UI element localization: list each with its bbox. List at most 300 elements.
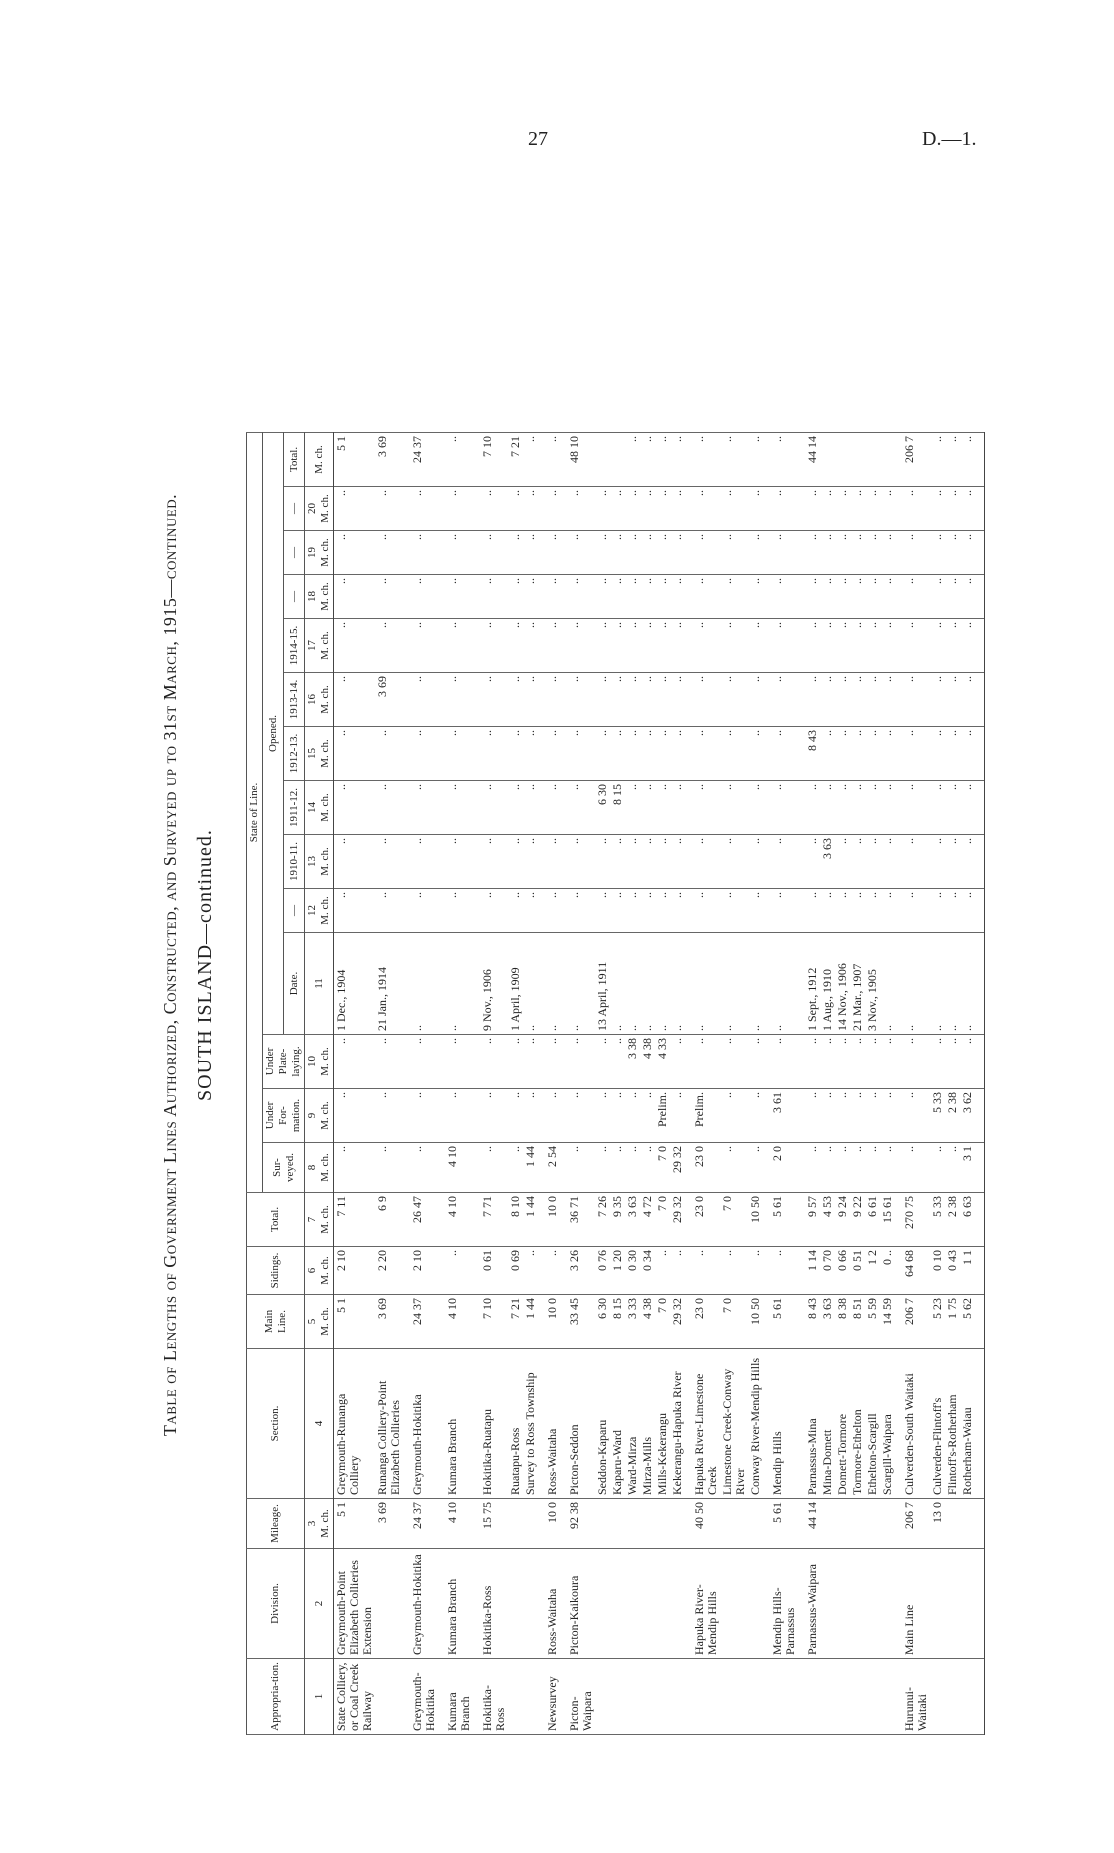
mileage-cell — [945, 1499, 960, 1549]
division-cell: Picton-Kaikoura — [560, 1549, 595, 1659]
section-cell: Seddon-Kaparu — [595, 1349, 610, 1499]
opened-1912-13-cell: .. — [850, 727, 865, 781]
sidings-cell: .. — [720, 1247, 748, 1295]
opened-1912-13-cell: .. — [820, 727, 835, 781]
section-cell: Mendip Hills — [763, 1349, 798, 1499]
opened-1912-13-cell: .. — [610, 727, 625, 781]
under-platelaying-cell: 4 38 — [640, 1035, 655, 1089]
grand-total-cell: .. — [763, 433, 798, 487]
opened-col18-cell: .. — [880, 575, 895, 619]
section-cell: Ward-Mirza — [625, 1349, 640, 1499]
opened-col19-cell: .. — [895, 531, 930, 575]
opened-1912-13-cell: .. — [640, 727, 655, 781]
under-platelaying-cell: .. — [798, 1035, 820, 1089]
mileage-cell: 15 75 — [473, 1499, 508, 1549]
grand-total-cell: 3 69 — [375, 433, 403, 487]
colnum: 1 — [305, 1659, 334, 1735]
colnum: 20 M. ch. — [305, 487, 334, 531]
opened-1912-13-cell: .. — [960, 727, 985, 781]
opened-1913-14-cell: 3 69 — [375, 673, 403, 727]
hdr-col12: — — [284, 889, 305, 933]
opened-date-cell: .. — [930, 933, 945, 1035]
mileage-cell — [720, 1499, 748, 1549]
main-line-cell: 23 0 — [685, 1295, 720, 1349]
under-formation-cell: .. — [595, 1089, 610, 1143]
main-line-cell: 8 43 — [798, 1295, 820, 1349]
opened-col18-cell: .. — [763, 575, 798, 619]
opened-col12-cell: .. — [595, 889, 610, 933]
sidings-cell: 2 10 — [403, 1247, 438, 1295]
opened-1914-15-cell: .. — [748, 619, 763, 673]
grand-total-cell — [865, 433, 880, 487]
grand-total-cell: .. — [748, 433, 763, 487]
sidings-cell: .. — [655, 1247, 670, 1295]
mileage-cell: 3 69 — [375, 1499, 403, 1549]
division-cell — [375, 1549, 403, 1659]
grand-total-cell: 44 14 — [798, 433, 820, 487]
opened-1911-12-cell: .. — [655, 781, 670, 835]
under-platelaying-cell: .. — [438, 1035, 473, 1089]
total-cell: 9 57 — [798, 1193, 820, 1247]
opened-1912-13-cell: .. — [508, 727, 523, 781]
opened-col20-cell: .. — [523, 487, 538, 531]
opened-date-cell: 9 Nov., 1906 — [473, 933, 508, 1035]
opened-col19-cell: .. — [508, 531, 523, 575]
sidings-cell: 0 70 — [820, 1247, 835, 1295]
lengths-table — [246, 432, 985, 1735]
opened-col18-cell: .. — [865, 575, 880, 619]
opened-1913-14-cell: .. — [438, 673, 473, 727]
main-line-cell: 5 59 — [865, 1295, 880, 1349]
under-platelaying-cell: .. — [895, 1035, 930, 1089]
opened-1910-11-cell: .. — [523, 835, 538, 889]
main-line-cell: 5 61 — [763, 1295, 798, 1349]
total-cell: 4 10 — [438, 1193, 473, 1247]
surveyed-cell: .. — [508, 1143, 523, 1193]
hdr-under-formation: Under For-mation. — [263, 1089, 305, 1143]
under-platelaying-cell: .. — [523, 1035, 538, 1089]
section-cell: Tormore-Ethelton — [850, 1349, 865, 1499]
appropriation-cell — [865, 1659, 880, 1735]
surveyed-cell: .. — [865, 1143, 880, 1193]
opened-col18-cell: .. — [670, 575, 685, 619]
opened-col18-cell: .. — [610, 575, 625, 619]
opened-1913-14-cell: .. — [850, 673, 865, 727]
total-cell: 7 71 — [473, 1193, 508, 1247]
table-row — [865, 433, 880, 1735]
opened-col19-cell: .. — [595, 531, 610, 575]
mileage-cell — [960, 1499, 985, 1549]
opened-1911-12-cell: .. — [748, 781, 763, 835]
opened-1913-14-cell: .. — [763, 673, 798, 727]
opened-col18-cell: .. — [850, 575, 865, 619]
division-cell — [850, 1549, 865, 1659]
appropriation-cell — [930, 1659, 945, 1735]
mileage-cell: 24 37 — [403, 1499, 438, 1549]
appropriation-cell — [748, 1659, 763, 1735]
opened-col18-cell: .. — [508, 575, 523, 619]
under-platelaying-cell: .. — [945, 1035, 960, 1089]
opened-1911-12-cell: 6 30 — [595, 781, 610, 835]
opened-col19-cell: .. — [685, 531, 720, 575]
under-platelaying-cell: .. — [560, 1035, 595, 1089]
total-cell: 7 11 — [334, 1193, 376, 1247]
division-cell — [625, 1549, 640, 1659]
hdr-1911-12: 1911-12. — [284, 781, 305, 835]
opened-1914-15-cell: .. — [835, 619, 850, 673]
surveyed-cell: 29 32 — [670, 1143, 685, 1193]
opened-col12-cell: .. — [538, 889, 560, 933]
mileage-cell — [523, 1499, 538, 1549]
table-row — [880, 433, 895, 1735]
total-cell: 6 61 — [865, 1193, 880, 1247]
mileage-cell — [508, 1499, 523, 1549]
opened-1910-11-cell: .. — [560, 835, 595, 889]
opened-col19-cell: .. — [523, 531, 538, 575]
colnum: 13 M. ch. — [305, 835, 334, 889]
opened-date-cell: 1 Aug., 1910 — [820, 933, 835, 1035]
sidings-cell: .. — [763, 1247, 798, 1295]
opened-date-cell: .. — [640, 933, 655, 1035]
section-cell: Domett-Tormore — [835, 1349, 850, 1499]
opened-1910-11-cell: .. — [880, 835, 895, 889]
under-formation-cell: .. — [820, 1089, 835, 1143]
surveyed-cell: .. — [595, 1143, 610, 1193]
opened-1911-12-cell: .. — [685, 781, 720, 835]
opened-date-cell: 1 April, 1909 — [508, 933, 523, 1035]
appropriation-cell — [960, 1659, 985, 1735]
grand-total-cell — [610, 433, 625, 487]
opened-col19-cell: .. — [670, 531, 685, 575]
table-row — [655, 433, 670, 1735]
grand-total-cell: .. — [670, 433, 685, 487]
surveyed-cell: .. — [850, 1143, 865, 1193]
opened-col20-cell: .. — [438, 487, 473, 531]
appropriation-cell: Newsurvey — [538, 1659, 560, 1735]
mileage-cell: 92 38 — [560, 1499, 595, 1549]
opened-1913-14-cell: .. — [748, 673, 763, 727]
colnum: 10 M. ch. — [305, 1035, 334, 1089]
total-cell: 2 38 — [945, 1193, 960, 1247]
under-platelaying-cell: .. — [473, 1035, 508, 1089]
opened-col12-cell: .. — [748, 889, 763, 933]
total-cell: 270 75 — [895, 1193, 930, 1247]
main-line-cell: 5 1 — [334, 1295, 376, 1349]
grand-total-cell — [820, 433, 835, 487]
opened-1910-11-cell: .. — [960, 835, 985, 889]
opened-1912-13-cell: .. — [945, 727, 960, 781]
opened-col18-cell: .. — [538, 575, 560, 619]
under-formation-cell: .. — [850, 1089, 865, 1143]
opened-col18-cell: .. — [334, 575, 376, 619]
opened-date-cell: .. — [538, 933, 560, 1035]
colnum: 7 M. ch. — [305, 1193, 334, 1247]
hdr-state-of-line: State of Line. — [247, 433, 263, 1193]
opened-1912-13-cell: .. — [763, 727, 798, 781]
appropriation-cell — [670, 1659, 685, 1735]
sidings-cell: 2 20 — [375, 1247, 403, 1295]
opened-col19-cell: .. — [625, 531, 640, 575]
under-formation-cell: .. — [798, 1089, 820, 1143]
opened-1914-15-cell: .. — [930, 619, 945, 673]
under-formation-cell: .. — [835, 1089, 850, 1143]
under-formation-cell: 5 33 — [930, 1089, 945, 1143]
surveyed-cell: .. — [640, 1143, 655, 1193]
opened-col20-cell: .. — [895, 487, 930, 531]
opened-col12-cell: .. — [625, 889, 640, 933]
section-cell: Mina-Domett — [820, 1349, 835, 1499]
under-platelaying-cell: .. — [375, 1035, 403, 1089]
opened-1914-15-cell: .. — [625, 619, 640, 673]
colnum: 9 M. ch. — [305, 1089, 334, 1143]
opened-1914-15-cell: .. — [640, 619, 655, 673]
under-formation-cell: 3 61 — [763, 1089, 798, 1143]
opened-1910-11-cell: .. — [334, 835, 376, 889]
under-platelaying-cell: .. — [835, 1035, 850, 1089]
division-cell — [865, 1549, 880, 1659]
opened-col20-cell: .. — [595, 487, 610, 531]
mileage-cell — [850, 1499, 865, 1549]
appropriation-cell — [375, 1659, 403, 1735]
opened-1912-13-cell: .. — [835, 727, 850, 781]
opened-1911-12-cell: .. — [538, 781, 560, 835]
mileage-cell — [610, 1499, 625, 1549]
surveyed-cell: 1 44 — [523, 1143, 538, 1193]
opened-1913-14-cell: .. — [930, 673, 945, 727]
table-row — [720, 433, 748, 1735]
opened-col12-cell: .. — [403, 889, 438, 933]
opened-col12-cell: .. — [655, 889, 670, 933]
table-row — [508, 433, 523, 1735]
opened-1911-12-cell: .. — [850, 781, 865, 835]
opened-1910-11-cell: .. — [655, 835, 670, 889]
grand-total-cell: .. — [945, 433, 960, 487]
opened-col20-cell: .. — [403, 487, 438, 531]
grand-total-cell: 5 1 — [334, 433, 376, 487]
opened-date-cell: .. — [763, 933, 798, 1035]
appropriation-cell — [798, 1659, 820, 1735]
hdr-1910-11: 1910-11. — [284, 835, 305, 889]
under-platelaying-cell: .. — [880, 1035, 895, 1089]
main-line-cell: 29 32 — [670, 1295, 685, 1349]
table-row — [560, 433, 595, 1735]
opened-1912-13-cell: .. — [538, 727, 560, 781]
table-row — [685, 433, 720, 1735]
surveyed-cell: .. — [930, 1143, 945, 1193]
opened-col19-cell: .. — [798, 531, 820, 575]
opened-col18-cell: .. — [438, 575, 473, 619]
sidings-cell: .. — [748, 1247, 763, 1295]
opened-col19-cell: .. — [334, 531, 376, 575]
division-cell — [523, 1549, 538, 1659]
opened-col20-cell: .. — [538, 487, 560, 531]
hdr-sidings: Sidings. — [247, 1247, 305, 1295]
grand-total-cell: .. — [720, 433, 748, 487]
hdr-opened: Opened. — [263, 433, 284, 1035]
opened-col18-cell: .. — [655, 575, 670, 619]
under-formation-cell: .. — [403, 1089, 438, 1143]
colnum: 14 M. ch. — [305, 781, 334, 835]
under-formation-cell: .. — [334, 1089, 376, 1143]
opened-1912-13-cell: .. — [523, 727, 538, 781]
opened-col12-cell: .. — [438, 889, 473, 933]
grand-total-cell — [595, 433, 610, 487]
section-cell: Culverden-Flintoff's — [930, 1349, 945, 1499]
grand-total-cell — [835, 433, 850, 487]
grand-total-cell: .. — [625, 433, 640, 487]
opened-1913-14-cell: .. — [685, 673, 720, 727]
surveyed-cell: 7 0 — [655, 1143, 670, 1193]
section-cell: Ross-Waitaha — [538, 1349, 560, 1499]
section-cell: Kekerangu-Hapuka River — [670, 1349, 685, 1499]
total-cell: 7 0 — [720, 1193, 748, 1247]
opened-col12-cell: .. — [763, 889, 798, 933]
main-line-cell: 7 10 — [473, 1295, 508, 1349]
main-line-cell: 5 62 — [960, 1295, 985, 1349]
opened-col18-cell: .. — [595, 575, 610, 619]
appropriation-cell — [835, 1659, 850, 1735]
opened-1911-12-cell: .. — [670, 781, 685, 835]
opened-col12-cell: .. — [960, 889, 985, 933]
table-row — [538, 433, 560, 1735]
sidings-cell: 0 10 — [930, 1247, 945, 1295]
opened-1912-13-cell: .. — [895, 727, 930, 781]
appropriation-cell — [595, 1659, 610, 1735]
table-row — [625, 433, 640, 1735]
opened-col19-cell: .. — [930, 531, 945, 575]
main-line-cell: 4 10 — [438, 1295, 473, 1349]
opened-1911-12-cell: .. — [508, 781, 523, 835]
under-platelaying-cell: .. — [748, 1035, 763, 1089]
opened-col20-cell: .. — [610, 487, 625, 531]
section-cell: Kaparu-Ward — [610, 1349, 625, 1499]
opened-date-cell: .. — [523, 933, 538, 1035]
opened-1910-11-cell: .. — [930, 835, 945, 889]
opened-1912-13-cell: .. — [375, 727, 403, 781]
mileage-cell: 206 7 — [895, 1499, 930, 1549]
opened-col12-cell: .. — [945, 889, 960, 933]
opened-col18-cell: .. — [960, 575, 985, 619]
sidings-cell: 0 61 — [473, 1247, 508, 1295]
total-cell: 4 53 — [820, 1193, 835, 1247]
section-cell: Parnassus-Mina — [798, 1349, 820, 1499]
opened-1910-11-cell: .. — [895, 835, 930, 889]
division-cell — [835, 1549, 850, 1659]
table-row — [595, 433, 610, 1735]
division-cell: Hapuka River-Mendip Hills — [685, 1549, 720, 1659]
opened-1912-13-cell: .. — [625, 727, 640, 781]
surveyed-cell: .. — [945, 1143, 960, 1193]
surveyed-cell: .. — [473, 1143, 508, 1193]
opened-date-cell: .. — [625, 933, 640, 1035]
opened-date-cell: .. — [960, 933, 985, 1035]
opened-col18-cell: .. — [930, 575, 945, 619]
opened-col19-cell: .. — [720, 531, 748, 575]
table-subtitle: SOUTH ISLAND—continued. — [194, 829, 216, 1101]
opened-col12-cell: .. — [523, 889, 538, 933]
appropriation-cell — [610, 1659, 625, 1735]
appropriation-cell: Kumara Branch — [438, 1659, 473, 1735]
grand-total-cell: .. — [655, 433, 670, 487]
opened-col19-cell: .. — [850, 531, 865, 575]
opened-1911-12-cell: .. — [375, 781, 403, 835]
grand-total-cell — [880, 433, 895, 487]
main-line-cell: 7 0 — [655, 1295, 670, 1349]
total-cell: 8 10 — [508, 1193, 523, 1247]
opened-1914-15-cell: .. — [670, 619, 685, 673]
opened-col12-cell: .. — [930, 889, 945, 933]
colnum: 16 M. ch. — [305, 673, 334, 727]
opened-col12-cell: .. — [850, 889, 865, 933]
appropriation-cell — [945, 1659, 960, 1735]
total-cell: 7 0 — [655, 1193, 670, 1247]
colnum: 4 — [305, 1349, 334, 1499]
opened-1913-14-cell: .. — [538, 673, 560, 727]
opened-1913-14-cell: .. — [508, 673, 523, 727]
under-formation-cell: .. — [523, 1089, 538, 1143]
division-cell: Greymouth-Point Elizabeth Collieries Extension — [334, 1549, 376, 1659]
opened-1914-15-cell: .. — [334, 619, 376, 673]
opened-col19-cell: .. — [960, 531, 985, 575]
opened-col18-cell: .. — [685, 575, 720, 619]
opened-1911-12-cell: .. — [523, 781, 538, 835]
opened-col20-cell: .. — [960, 487, 985, 531]
appropriation-cell — [640, 1659, 655, 1735]
opened-1912-13-cell: .. — [720, 727, 748, 781]
opened-col19-cell: .. — [820, 531, 835, 575]
opened-col18-cell: .. — [748, 575, 763, 619]
mileage-cell — [670, 1499, 685, 1549]
under-platelaying-cell: .. — [334, 1035, 376, 1089]
opened-1910-11-cell: .. — [850, 835, 865, 889]
section-cell: Culverden-South Waitaki — [895, 1349, 930, 1499]
colnum: 6 M. ch. — [305, 1247, 334, 1295]
opened-1914-15-cell: .. — [798, 619, 820, 673]
under-formation-cell: .. — [625, 1089, 640, 1143]
table-row — [523, 433, 538, 1735]
total-cell: 15 61 — [880, 1193, 895, 1247]
opened-col19-cell: .. — [560, 531, 595, 575]
opened-col20-cell: .. — [865, 487, 880, 531]
opened-1910-11-cell: .. — [720, 835, 748, 889]
opened-col19-cell: .. — [655, 531, 670, 575]
opened-1911-12-cell: .. — [640, 781, 655, 835]
under-platelaying-cell: .. — [670, 1035, 685, 1089]
sidings-cell: .. — [685, 1247, 720, 1295]
opened-col12-cell: .. — [508, 889, 523, 933]
under-formation-cell: 3 62 — [960, 1089, 985, 1143]
under-platelaying-cell: .. — [960, 1035, 985, 1089]
table-row — [835, 433, 850, 1735]
total-cell: 36 71 — [560, 1193, 595, 1247]
hdr-section: Section. — [247, 1349, 305, 1499]
opened-col20-cell: .. — [835, 487, 850, 531]
section-cell: Scargill-Waipara — [880, 1349, 895, 1499]
main-line-cell: 5 23 — [930, 1295, 945, 1349]
total-cell: 9 24 — [835, 1193, 850, 1247]
division-cell: Greymouth-Hokitika — [403, 1549, 438, 1659]
opened-1912-13-cell: .. — [403, 727, 438, 781]
sidings-cell: .. — [438, 1247, 473, 1295]
opened-col20-cell: .. — [930, 487, 945, 531]
division-cell — [655, 1549, 670, 1659]
opened-1914-15-cell: .. — [538, 619, 560, 673]
division-cell — [880, 1549, 895, 1659]
total-cell: 4 72 — [640, 1193, 655, 1247]
opened-1911-12-cell: .. — [625, 781, 640, 835]
opened-1914-15-cell: .. — [880, 619, 895, 673]
grand-total-cell: .. — [960, 433, 985, 487]
